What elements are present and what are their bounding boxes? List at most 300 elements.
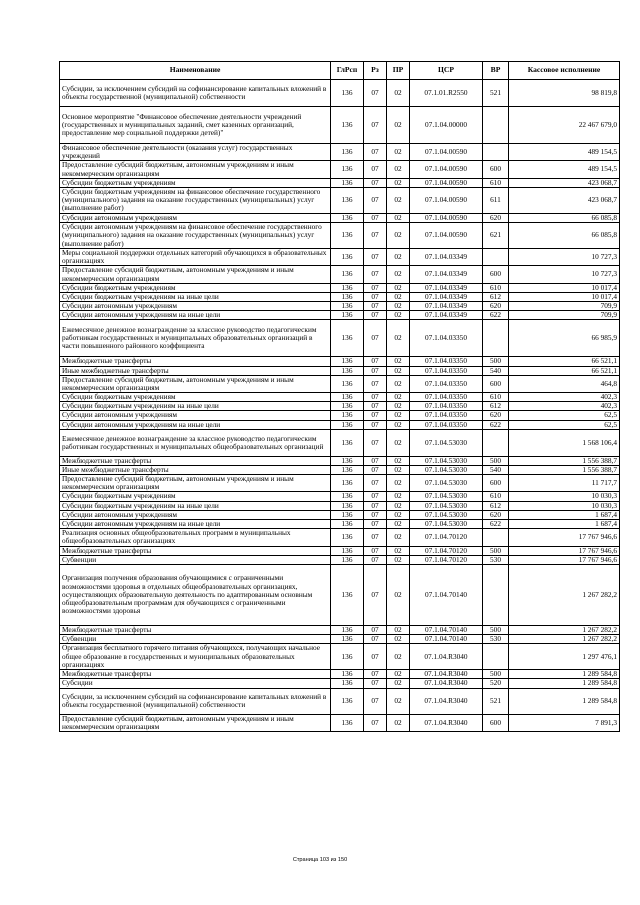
cell-pr: 02 bbox=[387, 411, 410, 420]
cell-pr: 02 bbox=[387, 366, 410, 375]
cell-pr: 02 bbox=[387, 80, 410, 107]
cell-name: Организация получения образования обучающимися с ограниченными возможностями здоровья в отдельных общеобразовательных организациях, осуществляющих образовательную деятельность по адаптированным основным общеобразовательным программам для обучающихся с ограниченными возможностями здоровья bbox=[60, 564, 331, 625]
cell-vr: 620 bbox=[483, 411, 509, 420]
cell-grbs: 136 bbox=[331, 475, 364, 492]
table-row bbox=[60, 80, 620, 107]
table-row bbox=[60, 546, 620, 555]
cell-csr: 07.1.04.03350 bbox=[410, 320, 483, 357]
cell-rz: 07 bbox=[364, 375, 387, 392]
cell-pr: 02 bbox=[387, 302, 410, 311]
cell-vr: 500 bbox=[483, 670, 509, 679]
cell-grbs: 136 bbox=[331, 679, 364, 688]
table-row bbox=[60, 625, 620, 634]
cell-vr: 620 bbox=[483, 510, 509, 519]
cell-amount: 10 017,4 bbox=[509, 292, 620, 301]
cell-grbs: 136 bbox=[331, 402, 364, 411]
cell-grbs: 136 bbox=[331, 546, 364, 555]
cell-vr: 530 bbox=[483, 635, 509, 644]
cell-rz: 07 bbox=[364, 366, 387, 375]
cell-vr: 621 bbox=[483, 223, 509, 249]
cell-vr: 611 bbox=[483, 187, 509, 213]
cell-pr: 02 bbox=[387, 510, 410, 519]
table-row bbox=[60, 670, 620, 679]
cell-grbs: 136 bbox=[331, 213, 364, 222]
table-row bbox=[60, 178, 620, 187]
cell-grbs: 136 bbox=[331, 420, 364, 429]
cell-grbs: 136 bbox=[331, 375, 364, 392]
cell-amount: 17 767 946,6 bbox=[509, 546, 620, 555]
cell-rz: 07 bbox=[364, 107, 387, 144]
table-row bbox=[60, 292, 620, 301]
cell-rz: 07 bbox=[364, 357, 387, 366]
cell-pr: 02 bbox=[387, 393, 410, 402]
table-row bbox=[60, 492, 620, 501]
cell-amount: 10 727,3 bbox=[509, 266, 620, 283]
cell-pr: 02 bbox=[387, 187, 410, 213]
cell-grbs: 136 bbox=[331, 178, 364, 187]
cell-grbs: 136 bbox=[331, 187, 364, 213]
cell-amount: 1 267 282,2 bbox=[509, 635, 620, 644]
table-row bbox=[60, 411, 620, 420]
table-row bbox=[60, 429, 620, 456]
cell-pr: 02 bbox=[387, 161, 410, 178]
cell-pr: 02 bbox=[387, 546, 410, 555]
cell-vr: 600 bbox=[483, 266, 509, 283]
cell-name: Субсидии, за исключением субсидий на софинансирование капитальных вложений в объекты государственной (муниципальной) собственности bbox=[60, 80, 331, 107]
cell-pr: 02 bbox=[387, 475, 410, 492]
table-row bbox=[60, 357, 620, 366]
header-amount: Кассовое исполнение bbox=[509, 62, 620, 80]
cell-pr: 02 bbox=[387, 519, 410, 528]
cell-csr: 07.1.04.03349 bbox=[410, 266, 483, 283]
table-row bbox=[60, 456, 620, 465]
table-row bbox=[60, 402, 620, 411]
cell-name: Субсидии bbox=[60, 679, 331, 688]
cell-amount: 1 267 282,2 bbox=[509, 625, 620, 634]
cell-name: Межбюджетные трансферты bbox=[60, 456, 331, 465]
table-row bbox=[60, 555, 620, 564]
cell-csr: 07.1.04.03350 bbox=[410, 393, 483, 402]
cell-name: Субсидии, за исключением субсидий на софинансирование капитальных вложений в объекты государственной (муниципальной) собственности bbox=[60, 688, 331, 714]
cell-grbs: 136 bbox=[331, 366, 364, 375]
cell-rz: 07 bbox=[364, 529, 387, 546]
cell-rz: 07 bbox=[364, 644, 387, 670]
cell-name: Межбюджетные трансферты bbox=[60, 670, 331, 679]
cell-vr: 500 bbox=[483, 456, 509, 465]
cell-name: Предоставление субсидий бюджетным, автономным учреждениям и иным некоммерческим организациям bbox=[60, 375, 331, 392]
cell-grbs: 136 bbox=[331, 714, 364, 731]
cell-pr: 02 bbox=[387, 465, 410, 474]
cell-rz: 07 bbox=[364, 311, 387, 320]
cell-csr: 07.1.04.R3040 bbox=[410, 670, 483, 679]
cell-csr: 07.1.01.R2550 bbox=[410, 80, 483, 107]
budget-execution-table bbox=[59, 61, 620, 732]
cell-pr: 02 bbox=[387, 714, 410, 731]
cell-pr: 02 bbox=[387, 213, 410, 222]
cell-amount: 66 085,8 bbox=[509, 213, 620, 222]
cell-amount: 66 521,1 bbox=[509, 357, 620, 366]
cell-name: Межбюджетные трансферты bbox=[60, 625, 331, 634]
cell-vr bbox=[483, 564, 509, 625]
cell-name: Предоставление субсидий бюджетным, автономным учреждениям и иным некоммерческим организациям bbox=[60, 475, 331, 492]
cell-vr: 600 bbox=[483, 475, 509, 492]
cell-name: Меры социальной поддержки отдельных категорий обучающихся в образовательных организациях bbox=[60, 249, 331, 266]
cell-csr: 07.1.04.00590 bbox=[410, 213, 483, 222]
table-row bbox=[60, 393, 620, 402]
cell-rz: 07 bbox=[364, 429, 387, 456]
cell-csr: 07.1.04.70140 bbox=[410, 625, 483, 634]
cell-name: Субсидии бюджетным учреждениям на финансовое обеспечение государственного (муниципального) задания на оказание государственных (муниципальных) услуг (выполнение работ) bbox=[60, 187, 331, 213]
cell-rz: 07 bbox=[364, 187, 387, 213]
cell-grbs: 136 bbox=[331, 411, 364, 420]
cell-vr: 521 bbox=[483, 80, 509, 107]
cell-amount: 1 556 388,7 bbox=[509, 456, 620, 465]
cell-pr: 02 bbox=[387, 529, 410, 546]
cell-rz: 07 bbox=[364, 625, 387, 634]
table-row bbox=[60, 213, 620, 222]
cell-rz: 07 bbox=[364, 555, 387, 564]
cell-name: Субсидии автономным учреждениям bbox=[60, 213, 331, 222]
cell-csr: 07.1.04.00590 bbox=[410, 144, 483, 161]
cell-pr: 02 bbox=[387, 292, 410, 301]
cell-grbs: 136 bbox=[331, 266, 364, 283]
table-row bbox=[60, 510, 620, 519]
cell-name: Финансовое обеспечение деятельности (оказания услуг) государственных учреждений bbox=[60, 144, 331, 161]
cell-amount: 709,9 bbox=[509, 311, 620, 320]
cell-rz: 07 bbox=[364, 213, 387, 222]
cell-pr: 02 bbox=[387, 644, 410, 670]
cell-grbs: 136 bbox=[331, 357, 364, 366]
cell-name: Субсидии бюджетным учреждениям bbox=[60, 492, 331, 501]
cell-pr: 02 bbox=[387, 357, 410, 366]
table-header-row bbox=[60, 62, 620, 80]
cell-rz: 07 bbox=[364, 688, 387, 714]
table-row bbox=[60, 249, 620, 266]
cell-pr: 02 bbox=[387, 555, 410, 564]
cell-rz: 07 bbox=[364, 249, 387, 266]
cell-amount: 17 767 946,6 bbox=[509, 529, 620, 546]
cell-vr: 600 bbox=[483, 161, 509, 178]
cell-name: Субсидии бюджетным учреждениям на иные цели bbox=[60, 402, 331, 411]
cell-vr bbox=[483, 107, 509, 144]
cell-grbs: 136 bbox=[331, 644, 364, 670]
cell-name: Субвенции bbox=[60, 555, 331, 564]
cell-vr: 622 bbox=[483, 519, 509, 528]
cell-name: Межбюджетные трансферты bbox=[60, 546, 331, 555]
cell-name: Субсидии автономным учреждениям bbox=[60, 411, 331, 420]
cell-pr: 02 bbox=[387, 320, 410, 357]
cell-amount: 10 030,3 bbox=[509, 501, 620, 510]
cell-grbs: 136 bbox=[331, 465, 364, 474]
cell-csr: 07.1.04.53030 bbox=[410, 510, 483, 519]
cell-amount: 1 556 388,7 bbox=[509, 465, 620, 474]
cell-grbs: 136 bbox=[331, 393, 364, 402]
cell-grbs: 136 bbox=[331, 144, 364, 161]
header-grbs: ГлРсп bbox=[331, 62, 364, 80]
cell-amount: 423 068,7 bbox=[509, 187, 620, 213]
table-row bbox=[60, 679, 620, 688]
cell-grbs: 136 bbox=[331, 429, 364, 456]
cell-grbs: 136 bbox=[331, 688, 364, 714]
cell-pr: 02 bbox=[387, 178, 410, 187]
cell-vr: 622 bbox=[483, 420, 509, 429]
cell-csr: 07.1.04.70140 bbox=[410, 564, 483, 625]
cell-vr: 620 bbox=[483, 213, 509, 222]
cell-vr bbox=[483, 144, 509, 161]
cell-csr: 07.1.04.70140 bbox=[410, 635, 483, 644]
cell-grbs: 136 bbox=[331, 456, 364, 465]
cell-amount: 10 017,4 bbox=[509, 283, 620, 292]
document-page bbox=[59, 61, 619, 732]
cell-vr: 520 bbox=[483, 679, 509, 688]
table-row bbox=[60, 501, 620, 510]
cell-amount: 402,3 bbox=[509, 393, 620, 402]
cell-amount: 7 891,3 bbox=[509, 714, 620, 731]
cell-rz: 07 bbox=[364, 519, 387, 528]
table-row bbox=[60, 223, 620, 249]
cell-name: Субсидии автономным учреждениям на иные цели bbox=[60, 420, 331, 429]
cell-csr: 07.1.04.53030 bbox=[410, 456, 483, 465]
cell-grbs: 136 bbox=[331, 501, 364, 510]
cell-amount: 464,8 bbox=[509, 375, 620, 392]
cell-vr: 622 bbox=[483, 311, 509, 320]
cell-name: Субсидии бюджетным учреждениям bbox=[60, 178, 331, 187]
cell-csr: 07.1.04.53030 bbox=[410, 492, 483, 501]
cell-amount: 402,3 bbox=[509, 402, 620, 411]
cell-rz: 07 bbox=[364, 292, 387, 301]
table-row bbox=[60, 266, 620, 283]
cell-rz: 07 bbox=[364, 393, 387, 402]
cell-amount: 10 727,3 bbox=[509, 249, 620, 266]
cell-csr: 07.1.04.R3040 bbox=[410, 644, 483, 670]
cell-pr: 02 bbox=[387, 249, 410, 266]
cell-amount: 1 289 584,8 bbox=[509, 670, 620, 679]
cell-name: Межбюджетные трансферты bbox=[60, 357, 331, 366]
cell-pr: 02 bbox=[387, 625, 410, 634]
cell-name: Реализация основных общеобразовательных программ в муниципальных общеобразовательных организациях bbox=[60, 529, 331, 546]
cell-name: Предоставление субсидий бюджетным, автономным учреждениям и иным некоммерческим организациям bbox=[60, 714, 331, 731]
cell-grbs: 136 bbox=[331, 625, 364, 634]
cell-csr: 07.1.04.03350 bbox=[410, 366, 483, 375]
cell-vr: 610 bbox=[483, 492, 509, 501]
table-row bbox=[60, 475, 620, 492]
cell-csr: 07.1.04.53030 bbox=[410, 501, 483, 510]
cell-amount: 1 568 106,4 bbox=[509, 429, 620, 456]
cell-rz: 07 bbox=[364, 670, 387, 679]
cell-rz: 07 bbox=[364, 266, 387, 283]
table-row bbox=[60, 302, 620, 311]
cell-amount: 10 030,3 bbox=[509, 492, 620, 501]
cell-rz: 07 bbox=[364, 80, 387, 107]
cell-grbs: 136 bbox=[331, 302, 364, 311]
cell-grbs: 136 bbox=[331, 223, 364, 249]
cell-csr: 07.1.04.03349 bbox=[410, 311, 483, 320]
cell-vr bbox=[483, 529, 509, 546]
table-row bbox=[60, 311, 620, 320]
table-row bbox=[60, 519, 620, 528]
cell-pr: 02 bbox=[387, 144, 410, 161]
cell-name: Субсидии бюджетным учреждениям на иные цели bbox=[60, 501, 331, 510]
cell-amount: 489 154,5 bbox=[509, 161, 620, 178]
cell-csr: 07.1.04.53030 bbox=[410, 475, 483, 492]
cell-csr: 07.1.04.03350 bbox=[410, 420, 483, 429]
cell-rz: 07 bbox=[364, 402, 387, 411]
cell-vr bbox=[483, 249, 509, 266]
cell-grbs: 136 bbox=[331, 249, 364, 266]
cell-pr: 02 bbox=[387, 283, 410, 292]
cell-name: Субсидии бюджетным учреждениям bbox=[60, 283, 331, 292]
cell-vr: 500 bbox=[483, 546, 509, 555]
page-number: Страница 103 из 150 bbox=[292, 857, 348, 863]
cell-csr: 07.1.04.53030 bbox=[410, 519, 483, 528]
cell-amount: 1 289 584,8 bbox=[509, 688, 620, 714]
cell-name: Субсидии бюджетным учреждениям bbox=[60, 393, 331, 402]
cell-amount: 489 154,5 bbox=[509, 144, 620, 161]
cell-csr: 07.1.04.03349 bbox=[410, 302, 483, 311]
table-row bbox=[60, 688, 620, 714]
cell-vr bbox=[483, 644, 509, 670]
cell-grbs: 136 bbox=[331, 635, 364, 644]
cell-pr: 02 bbox=[387, 501, 410, 510]
cell-name: Организация бесплатного горячего питания обучающихся, получающих начальное общее образование в государственных и муниципальных образовательных организациях bbox=[60, 644, 331, 670]
cell-vr: 500 bbox=[483, 357, 509, 366]
cell-grbs: 136 bbox=[331, 107, 364, 144]
cell-amount: 1 267 282,2 bbox=[509, 564, 620, 625]
cell-csr: 07.1.04.70120 bbox=[410, 529, 483, 546]
cell-rz: 07 bbox=[364, 456, 387, 465]
cell-csr: 07.1.04.70120 bbox=[410, 555, 483, 564]
cell-name: Основное мероприятие "Финансовое обеспечение деятельности учреждений (государственных и муниципальных заданий, смет казенных организаций, предоставление мер социальной поддержки детей)" bbox=[60, 107, 331, 144]
cell-vr: 612 bbox=[483, 402, 509, 411]
cell-amount: 22 467 679,0 bbox=[509, 107, 620, 144]
cell-pr: 02 bbox=[387, 670, 410, 679]
cell-amount: 66 521,1 bbox=[509, 366, 620, 375]
cell-csr: 07.1.04.00590 bbox=[410, 223, 483, 249]
cell-name: Субвенции bbox=[60, 635, 331, 644]
cell-pr: 02 bbox=[387, 375, 410, 392]
cell-vr: 612 bbox=[483, 292, 509, 301]
cell-grbs: 136 bbox=[331, 283, 364, 292]
header-name: Наименование bbox=[60, 62, 331, 80]
cell-amount: 17 767 946,6 bbox=[509, 555, 620, 564]
table-row bbox=[60, 320, 620, 357]
cell-vr: 521 bbox=[483, 688, 509, 714]
cell-csr: 07.1.04.R3040 bbox=[410, 679, 483, 688]
header-rz: Рз bbox=[364, 62, 387, 80]
cell-rz: 07 bbox=[364, 501, 387, 510]
cell-pr: 02 bbox=[387, 492, 410, 501]
table-row bbox=[60, 465, 620, 474]
cell-csr: 07.1.04.03350 bbox=[410, 402, 483, 411]
cell-vr: 610 bbox=[483, 393, 509, 402]
header-vr: ВР bbox=[483, 62, 509, 80]
cell-pr: 02 bbox=[387, 429, 410, 456]
cell-pr: 02 bbox=[387, 420, 410, 429]
cell-rz: 07 bbox=[364, 714, 387, 731]
cell-amount: 62,5 bbox=[509, 411, 620, 420]
cell-vr: 600 bbox=[483, 714, 509, 731]
table-row bbox=[60, 366, 620, 375]
table-body bbox=[60, 80, 620, 732]
cell-csr: 07.1.04.03349 bbox=[410, 249, 483, 266]
table-row bbox=[60, 144, 620, 161]
cell-amount: 423 068,7 bbox=[509, 178, 620, 187]
cell-csr: 07.1.04.53030 bbox=[410, 429, 483, 456]
cell-vr: 610 bbox=[483, 178, 509, 187]
cell-amount: 1 687,4 bbox=[509, 510, 620, 519]
cell-vr bbox=[483, 320, 509, 357]
cell-csr: 07.1.04.70120 bbox=[410, 546, 483, 555]
cell-csr: 07.1.04.R3040 bbox=[410, 714, 483, 731]
cell-pr: 02 bbox=[387, 266, 410, 283]
cell-grbs: 136 bbox=[331, 492, 364, 501]
cell-rz: 07 bbox=[364, 492, 387, 501]
table-row bbox=[60, 161, 620, 178]
cell-name: Субсидии автономным учреждениям bbox=[60, 302, 331, 311]
cell-vr: 600 bbox=[483, 375, 509, 392]
cell-rz: 07 bbox=[364, 420, 387, 429]
cell-grbs: 136 bbox=[331, 80, 364, 107]
cell-rz: 07 bbox=[364, 223, 387, 249]
cell-csr: 07.1.04.53030 bbox=[410, 465, 483, 474]
cell-vr: 530 bbox=[483, 555, 509, 564]
cell-csr: 07.1.04.00590 bbox=[410, 161, 483, 178]
cell-pr: 02 bbox=[387, 679, 410, 688]
table-row bbox=[60, 420, 620, 429]
cell-name: Субсидии автономным учреждениям на финансовое обеспечение государственного (муниципального) задания на оказание государственных (муниципальных) услуг (выполнение работ) bbox=[60, 223, 331, 249]
table-row bbox=[60, 529, 620, 546]
table-row bbox=[60, 564, 620, 625]
cell-grbs: 136 bbox=[331, 564, 364, 625]
cell-grbs: 136 bbox=[331, 555, 364, 564]
cell-pr: 02 bbox=[387, 635, 410, 644]
cell-grbs: 136 bbox=[331, 529, 364, 546]
cell-name: Субсидии автономным учреждениям на иные цели bbox=[60, 311, 331, 320]
cell-name: Субсидии автономным учреждениям на иные цели bbox=[60, 519, 331, 528]
cell-name: Предоставление субсидий бюджетным, автономным учреждениям и иным некоммерческим организациям bbox=[60, 161, 331, 178]
cell-pr: 02 bbox=[387, 311, 410, 320]
table-row bbox=[60, 375, 620, 392]
cell-grbs: 136 bbox=[331, 311, 364, 320]
cell-amount: 62,5 bbox=[509, 420, 620, 429]
cell-amount: 66 985,9 bbox=[509, 320, 620, 357]
cell-name: Ежемесячное денежное вознаграждение за классное руководство педагогическим работникам государственных и муниципальных образовательных организаций в части повышенного районного коэффициента bbox=[60, 320, 331, 357]
cell-vr bbox=[483, 429, 509, 456]
cell-rz: 07 bbox=[364, 564, 387, 625]
cell-vr: 500 bbox=[483, 625, 509, 634]
cell-rz: 07 bbox=[364, 320, 387, 357]
cell-csr: 07.1.04.00590 bbox=[410, 178, 483, 187]
cell-amount: 1 687,4 bbox=[509, 519, 620, 528]
cell-grbs: 136 bbox=[331, 510, 364, 519]
cell-rz: 07 bbox=[364, 679, 387, 688]
cell-csr: 07.1.04.03350 bbox=[410, 357, 483, 366]
cell-amount: 66 085,8 bbox=[509, 223, 620, 249]
cell-pr: 02 bbox=[387, 402, 410, 411]
cell-pr: 02 bbox=[387, 456, 410, 465]
cell-name: Предоставление субсидий бюджетным, автономным учреждениям и иным некоммерческим организациям bbox=[60, 266, 331, 283]
table-row bbox=[60, 644, 620, 670]
cell-amount: 709,9 bbox=[509, 302, 620, 311]
cell-grbs: 136 bbox=[331, 320, 364, 357]
cell-csr: 07.1.04.03350 bbox=[410, 411, 483, 420]
cell-rz: 07 bbox=[364, 635, 387, 644]
cell-rz: 07 bbox=[364, 178, 387, 187]
cell-rz: 07 bbox=[364, 161, 387, 178]
cell-grbs: 136 bbox=[331, 670, 364, 679]
cell-amount: 11 717,7 bbox=[509, 475, 620, 492]
cell-csr: 07.1.04.03349 bbox=[410, 292, 483, 301]
